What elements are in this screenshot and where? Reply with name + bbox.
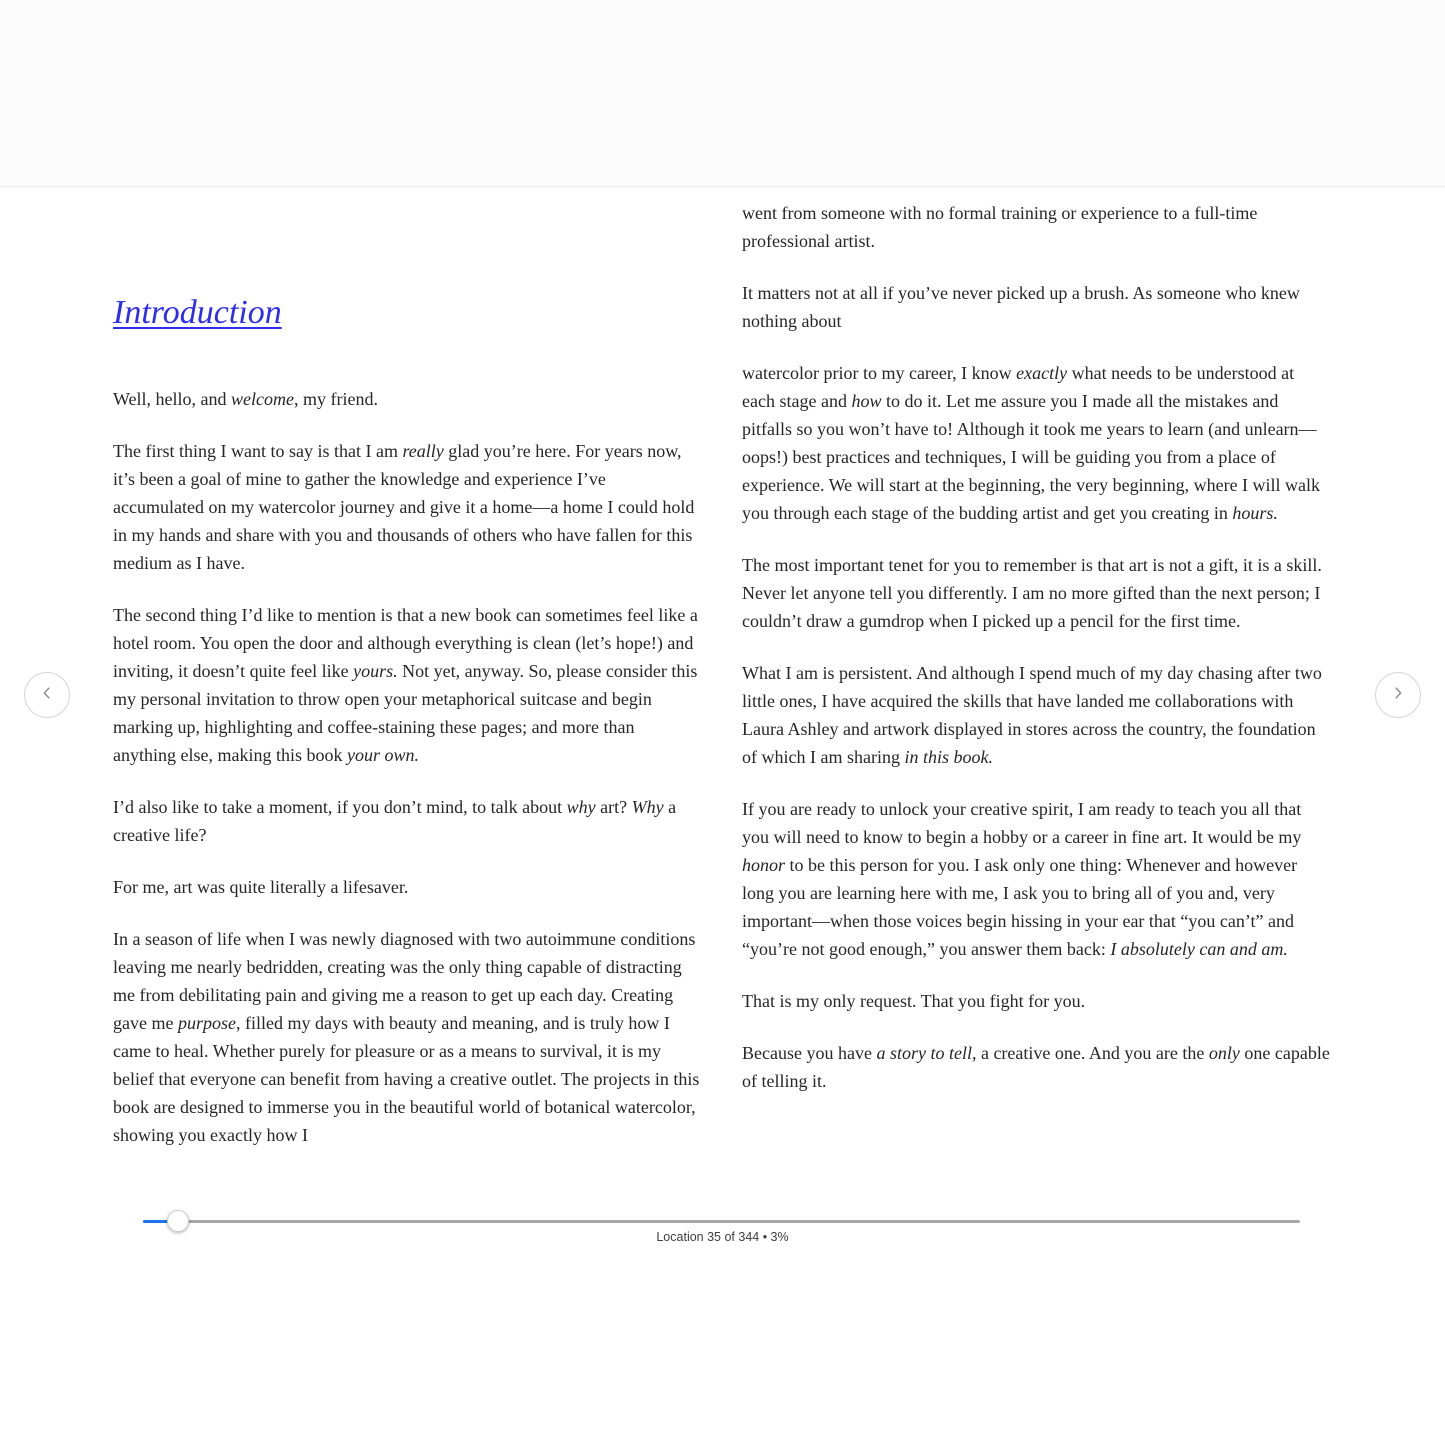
paragraph: Well, hello, and welcome, my friend. (113, 389, 378, 409)
column-spacer (742, 187, 1330, 199)
progress-track[interactable] (143, 1220, 1300, 1223)
top-toolbar-area (0, 0, 1445, 187)
paragraph: In a season of life when I was newly diagnosed with two autoimmune conditions leaving me nearly bedridden, creating was the only thing capable of distracting me from debilitating pain and giving me a reason to get up each day. Creating gave me purpose, filled my days with beauty and meaning, and is truly how I came to heal. Whether purely for pleasure or as a means to survival, it is my belief that everyone can benefit from having a creative outlet. The projects in this book are designed to immerse you in the beautiful world of botanical watercolor, showing you exactly how I (113, 929, 700, 1145)
right-column-paragraphs (742, 199, 1330, 1095)
paragraph: The second thing I’d like to mention is that a new book can sometimes feel like a hotel room. You open the door and although everything is clean (let’s hope!) and inviting, it doesn’t quite feel like yours. Not yet, anyway. So, please consider this my personal invitation to throw open your metaphorical suitcase and begin marking up, highlighting and coffee-staining these pages; and more than anything else, making this book your own. (113, 605, 698, 765)
paragraph: went from someone with no formal training or experience to a full-time professional artist. (742, 203, 1258, 251)
paragraph: The first thing I want to say is that I am really glad you’re here. For years now, it’s been a goal of mine to gather the knowledge and experience I’ve accumulated on my watercolor journey and give it a home—a home I could hold in my hands and share with you and thousands of others who have fallen for this medium as I have. (113, 441, 695, 573)
paragraph: That is my only request. That you fight for you. (742, 991, 1086, 1011)
paragraph: For me, art was quite literally a lifesaver. (113, 877, 409, 897)
paragraph: If you are ready to unlock your creative spirit, I am ready to teach you all that you will need to know to begin a hobby or a career in fine art. It would be my honor to be this person for you. I ask only one thing: Whenever and however long you are learning here with me, I ask you to bring all of you and, very important—when those voices begin hissing in your ear that “you can’t” and “you’re not good enough,” you answer them back: I absolutely can and am. (742, 799, 1302, 959)
reader-footer (0, 1200, 1445, 1280)
page-column-left (113, 187, 701, 1173)
paragraph: watercolor prior to my career, I know exactly what needs to be understood at each stage and how to do it. Let me assure you I made all the mistakes and pitfalls so you won’t have to! Although it took me years to learn (and unlearn—oops!) best practices and techniques, I will be guiding you from a place of experience. We will start at the beginning, the very beginning, where I will walk you through each stage of the budding artist and get you creating in hours. (742, 363, 1321, 523)
chapter-title-link[interactable]: Introduction (113, 294, 282, 331)
chevron-left-icon (38, 684, 56, 707)
previous-page-button[interactable] (24, 672, 70, 718)
progress-slider[interactable] (143, 1210, 1300, 1232)
paragraph: What I am is persistent. And although I spend much of my day chasing after two little ones, I have acquired the skills that have landed me collaborations with Laura Ashley and artwork displayed in stores across the country, the foundation of which I am sharing in this book. (742, 663, 1322, 767)
chevron-right-icon (1389, 684, 1407, 707)
paragraph: I’d also like to take a moment, if you don’t mind, to talk about why art? Why a creative life? (113, 797, 677, 845)
next-page-button[interactable] (1375, 672, 1421, 718)
left-column-paragraphs (113, 385, 701, 1149)
paragraph: It matters not at all if you’ve never picked up a brush. As someone who knew nothing about (742, 283, 1300, 331)
paragraph: The most important tenet for you to remember is that art is not a gift, it is a skill. Never let anyone tell you differently. I am no more gifted than the next person; I couldn’t draw a gumdrop when I picked up a pencil for the first time. (742, 555, 1322, 631)
page-column-right (742, 187, 1330, 1119)
paragraph: Because you have a story to tell, a creative one. And you are the only one capable of telling it. (742, 1043, 1330, 1091)
slider-thumb[interactable] (167, 1210, 189, 1232)
title-spacer (113, 333, 701, 385)
location-status: Location 35 of 344 • 3% (656, 1230, 789, 1244)
